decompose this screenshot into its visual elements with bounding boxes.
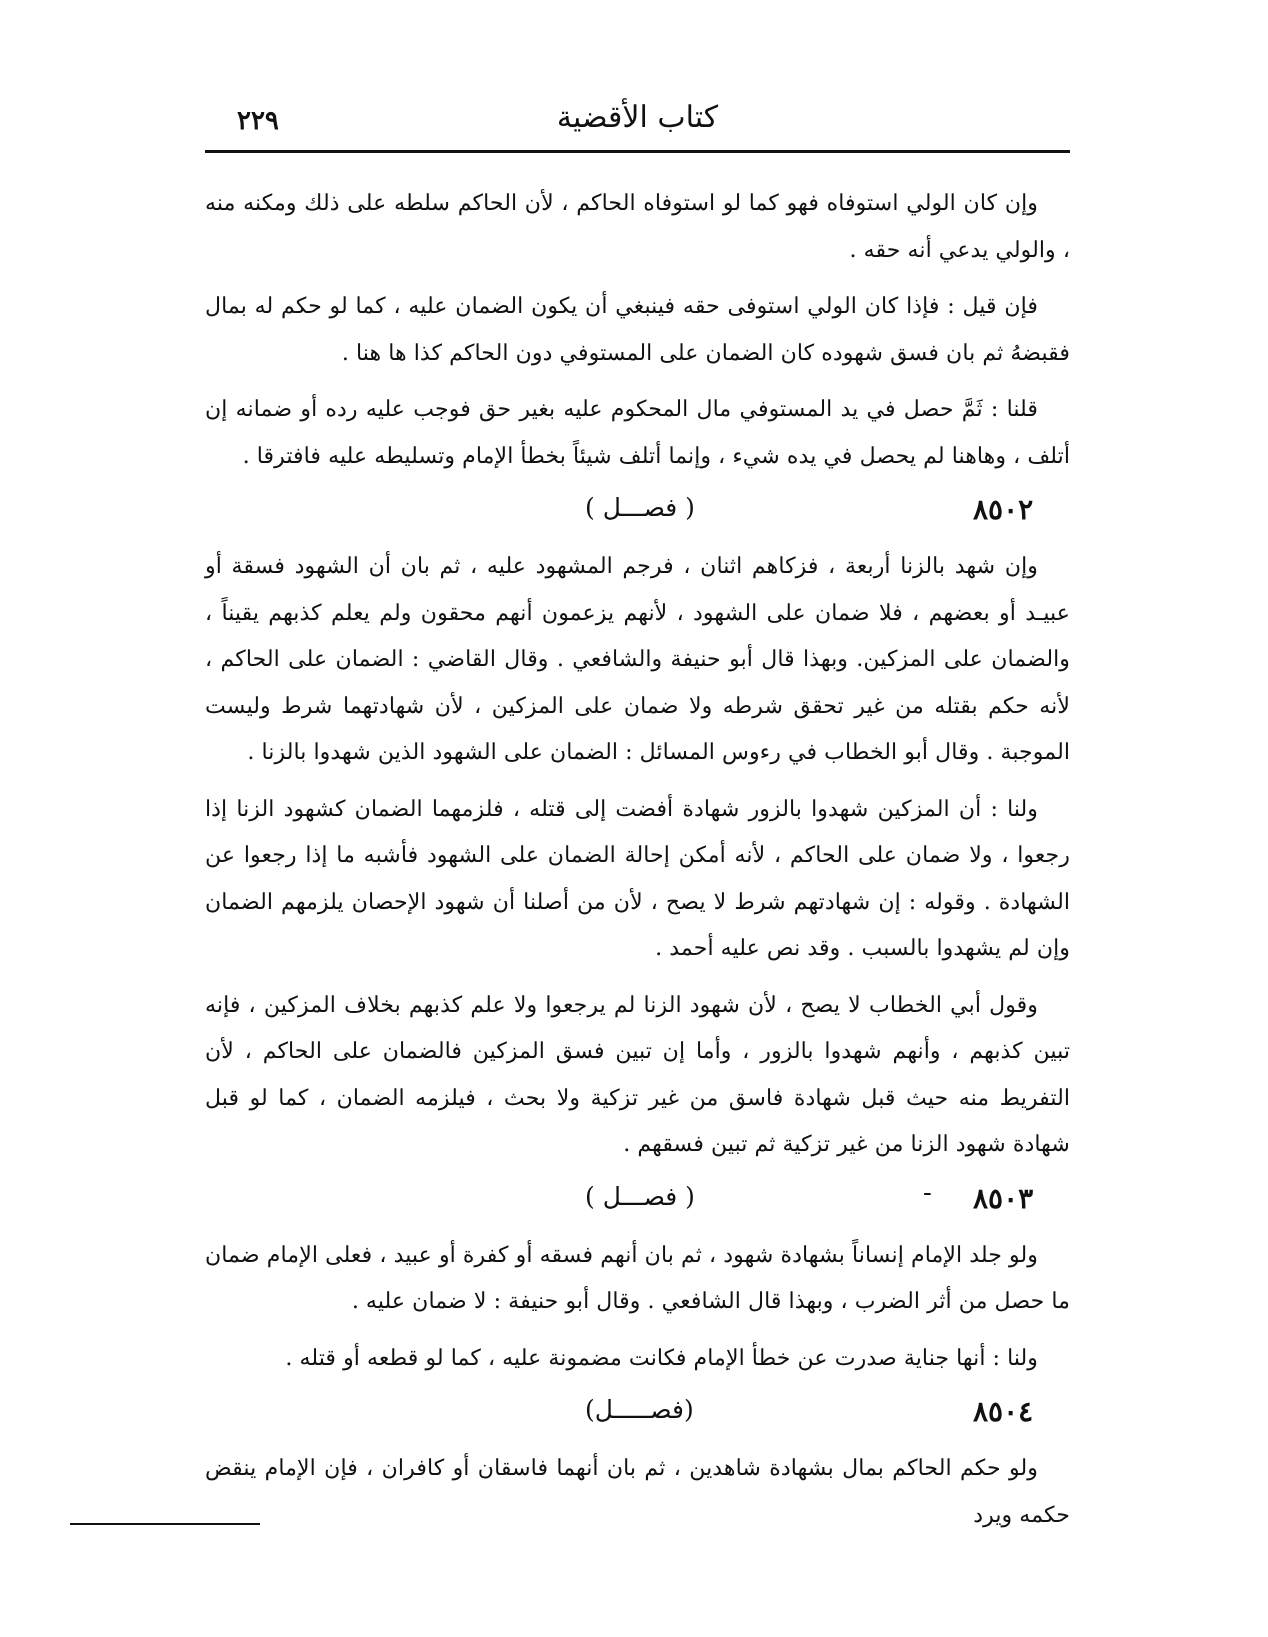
section-heading xyxy=(205,1391,1070,1439)
section-title: ( فصـــل ) xyxy=(585,1181,695,1211)
paragraph: ولو حكم الحاكم بمال بشهادة شاهدين ، ثم بان أنهما فاسقان أو كافران ، فإن الإمام ينقض حكمه ويرد xyxy=(205,1455,1070,1528)
paragraph: ولنا : أنها جناية صدرت عن خطأ الإمام فكانت مضمونة عليه ، كما لو قطعه أو قتله . xyxy=(285,1344,1038,1371)
page-body xyxy=(205,180,1070,1548)
section-number: ٨٥٠٣ xyxy=(973,1181,1034,1215)
paragraph: ولو جلد الإمام إنساناً بشهادة شهود ، ثم بان أنهم فسقه أو كفرة أو عبيد ، فعلى الإمام ضمان ما حصل من أثر الضرب ، وبهذا قال الشافعي . وقال أبو حنيفة : لا ضمان عليه . xyxy=(205,1241,1070,1314)
section-number: ٨٥٠٤ xyxy=(973,1395,1034,1428)
page-header xyxy=(205,100,1070,150)
paragraph: ولنا : أن المزكين شهدوا بالزور شهادة أفضت إلى قتله ، فلزمهما الضمان كشهود الزنا إذا رجعوا ، ولا ضمان على الحاكم ، لأنه أمكن إحالة الضمان على الشهود فأشبه ما إذا رجعوا عن الشهادة . وقوله : إن شهادتهم شرط لا يصح ، لأن من أصلنا أن شهود الإحصان يلزمهم الضمان وإن لم يشهدوا بالسبب . وقد نص عليه أحمد . xyxy=(205,795,1070,961)
paragraph: وإن شهد بالزنا أربعة ، فزكاهم اثنان ، فرجم المشهود عليه ، ثم بان أن الشهود فسقة أو عبيـد أو بعضهم ، فلا ضمان على الشهود ، لأنهم يزعمون أنهم محقون ولم يعلم كذبهم يقيناً ، والضمان على المزكين. وبهذا قال أبو حنيفة والشافعي . وقال القاضي : الضمان على الحاكم ، لأنه حكم بقتله من غير تحقق شرطه ولا ضمان على المزكين ، لأن شهادتهما شرط وليست الموجبة . وقال أبو الخطاب في رءوس المسائل : الضمان على الشهود الذين شهدوا بالزنا . xyxy=(205,553,1070,765)
section-title: ( فصـــل ) xyxy=(585,493,695,522)
header-rule xyxy=(205,150,1070,153)
paragraph: وقول أبي الخطاب لا يصح ، لأن شهود الزنا لم يرجعوا ولا علم كذبهم بخلاف المزكين ، فإنه تبين كذبهم ، وأنهم شهدوا بالزور ، وأما إن تبين فسق المزكين فالضمان على الحاكم ، لأن التفريط منه حيث قبل شهادة فاسق من غير تزكية ولا بحث ، فيلزمه الضمان ، كما لو قبل شهادة شهود الزنا من غير تزكية ثم تبين فسقهم . xyxy=(205,991,1070,1157)
page-number: ٢٢٩ xyxy=(237,106,279,136)
section-number: ٨٥٠٢ xyxy=(973,493,1034,526)
book-title: كتاب الأقضية xyxy=(556,100,719,135)
paragraph: فإن قيل : فإذا كان الولي استوفى حقه فينبغي أن يكون الضمان عليه ، كما لو حكم له بمال فقبضهُ ثم بان فسق شهوده كان الضمان على المستوفي دون الحاكم كذا ها هنا . xyxy=(205,293,1070,366)
paragraph: قلنا : ثَمَّ حصل في يد المستوفي مال المحكوم عليه بغير حق فوجب عليه رده أو ضمانه إن أتلف ، وهاهنا لم يحصل في يده شيء ، وإنما أتلف شيئاً بخطأ الإمام وتسليطه عليه فافترقا . xyxy=(205,396,1070,469)
section-title: (فصـــــل) xyxy=(585,1395,694,1424)
footnote-rule xyxy=(70,1523,260,1525)
paragraph: وإن كان الولي استوفاه فهو كما لو استوفاه الحاكم ، لأن الحاكم سلطه على ذلك ومكنه منه ، والولي يدعي أنه حقه . xyxy=(205,190,1070,263)
section-dash: - xyxy=(923,1177,932,1208)
section-heading xyxy=(205,489,1070,537)
section-heading xyxy=(205,1178,1070,1226)
